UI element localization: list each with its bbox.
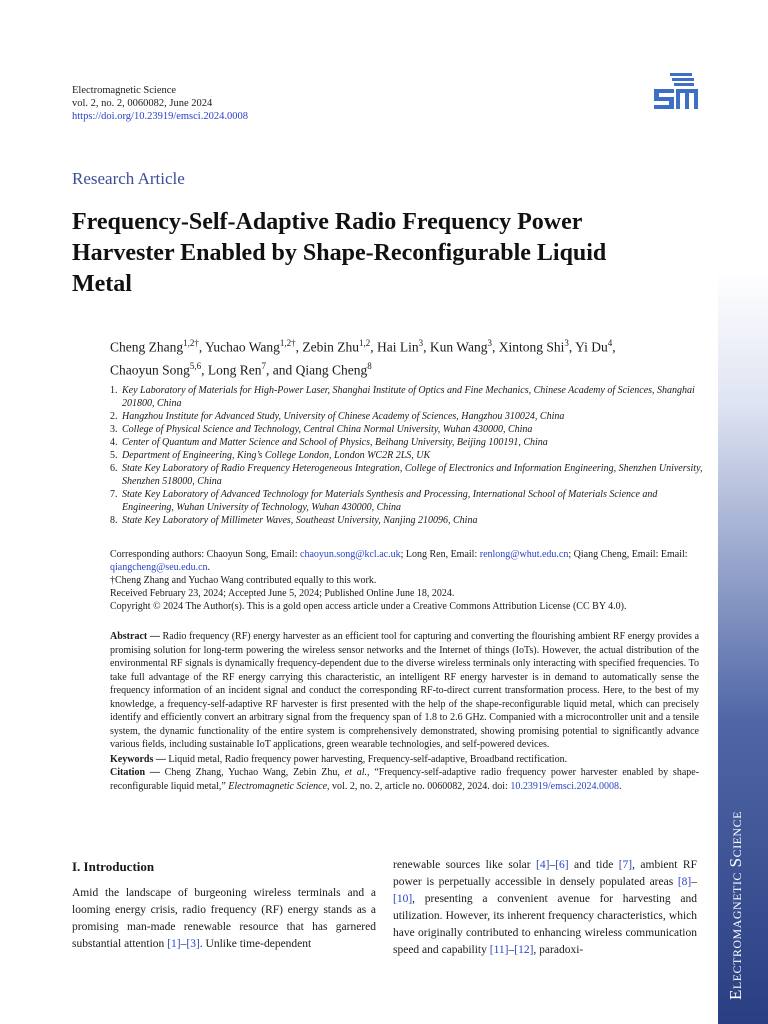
email-link[interactable]: renlong@whut.edu.cn <box>479 549 569 560</box>
journal-name: Electromagnetic Science <box>72 85 177 96</box>
equal-contribution-note: †Cheng Zhang and Yuchao Wang contributed equally to this work. <box>110 575 377 586</box>
paper-title: Frequency-Self-Adaptive Radio Frequency Power Harvester Enabled by Shape-Reconfigurable Liquid Metal <box>72 209 607 297</box>
author: Long Ren <box>207 362 262 377</box>
article-meta <box>110 548 708 613</box>
publication-dates: Received February 23, 2024; Accepted June 5, 2024; Published Online June 18, 2024. <box>110 588 455 599</box>
sidebar-journal-label: Electromagnetic Science <box>726 811 745 1000</box>
author: Xintong Shi <box>498 339 565 355</box>
copyright-notice: Copyright © 2024 The Author(s). This is a gold open access article under a Creative Commons Attribution License (CC BY 4.0). <box>110 601 627 612</box>
ref-link[interactable]: [6] <box>555 859 569 871</box>
corresponding-authors: Corresponding authors: Chaoyun Song, Email: chaoyun.song@kcl.ac.uk; Long Ren, Email: renlong@whut.edu.cn; Qiang Cheng, Email: Email: qiangcheng@seu.edu.cn. <box>110 549 688 573</box>
citation-doi-link[interactable]: 10.23919/emsci.2024.0008 <box>510 780 619 792</box>
affiliation-item: 5. Department of Engineering, King’s College London, London WC2R 2LS, UK <box>110 450 431 461</box>
intro-paragraph: Amid the landscape of burgeoning wireless terminals and a looming energy crisis, radio frequency (RF) energy stands as a promising man-made renewable resource that has garnered substantial attention [1]–[3]. Unlike time-dependent <box>72 887 376 950</box>
author: Cheng Zhang <box>110 339 184 355</box>
affiliation-item: 4. Center of Quantum and Matter Science and School of Physics, Beihang University, Beijing 100191, China <box>110 437 548 448</box>
abstract: Abstract — Radio frequency (RF) energy harvester as an efficient tool for capturing and converting the flourishing ambient RF energy provides a promising solution for long-term powering the wireless sensor networks and the Internet of things (IoTs). However, the actual distribution of the environmental RF signals is dynamically frequency-dependent due to the diverse wireless terminals only interacting with specified frequencies. To take full advantage of the RF energy carrying this characteristic, an intelligent RF energy harvester is in demand to automatically sense the frequency information of an incident signal and conduct the corresponding RF-to-direct current transformation process. Here, to the best of my knowledge, a frequency-self-adaptive RF harvester is first presented with the help of the shape-reconfigurable liquid metal, which can precisely identify and efficiently convert an arbitrary signal from the frequency span of 1.8 to 2.6 GHz. Companied with a microcontroller unit and a tensile system, the dynamic functionality of the entire system is comprehensively demonstrated, showing promising potential to significantly advance various fields, including sustainable IoT applications, green wearable technologies, and self-powered devices. <box>110 631 700 750</box>
author: Hai Lin <box>377 339 419 355</box>
journal-issue: vol. 2, no. 2, 0060082, June 2024 <box>72 98 213 109</box>
ref-link[interactable]: [1] <box>167 938 181 950</box>
affiliation-list <box>110 384 710 527</box>
affiliation-item: 6. State Key Laboratory of Radio Frequency Heterogeneous Integration, College of Electronics and Information Engineering, Shenzhen University, Shenzhen 518000, China <box>110 463 703 487</box>
ref-link[interactable]: [11] <box>489 944 509 956</box>
journal-logo-icon <box>654 73 698 119</box>
affiliation-item: 1. Key Laboratory of Materials for High-Power Laser, Shanghai Institute of Optics and Fine Mechanics, Chinese Academy of Sciences, Shanghai 201800, China <box>110 385 695 409</box>
section-heading: I. Introduction <box>72 859 155 874</box>
ref-link[interactable]: [10] <box>393 893 413 905</box>
doi-link[interactable]: https://doi.org/10.23919/emsci.2024.0008 <box>72 111 248 122</box>
email-link[interactable]: chaoyun.song@kcl.ac.uk <box>300 549 401 560</box>
ref-link[interactable]: [3] <box>186 938 200 950</box>
ref-link[interactable]: [8] <box>677 876 692 888</box>
author: Yuchao Wang <box>205 339 280 355</box>
ref-link[interactable]: [4] <box>536 859 550 871</box>
author: Kun Wang <box>429 339 488 355</box>
author: Zebin Zhu <box>302 339 360 355</box>
affiliation-item: 2. Hangzhou Institute for Advanced Study, University of Chinese Academy of Sciences, Hangzhou 310024, China <box>110 411 565 422</box>
intro-left-column <box>72 858 376 953</box>
affiliation-item: 3. College of Physical Science and Technology, Central China Normal University, Wuhan 430000, China <box>110 424 533 435</box>
author-list: Cheng Zhang$^{1,2\dagger}$, Yuchao Wang$^{1,2\dagger}$, Zebin Zhu$^{1,2}$, Hai Lin$^3$, Kun Wang$^3$, Xintong Shi$^3$, Yi Du$^4$, Chaoyun Song$^{5,6}$, Long Ren$^7$, and Qiang Cheng$^8$ <box>110 338 616 377</box>
author: Chaoyun Song <box>110 362 190 377</box>
author: Yi Du <box>575 339 608 355</box>
ref-link[interactable]: [12] <box>514 944 534 956</box>
abstract-block <box>110 630 699 793</box>
citation: Citation — Cheng Zhang, Yuchao Wang, Zebin Zhu, et al., “Frequency-self-adaptive radio frequency power harvester enabled by shape-reconfigurable liquid metal,” Electromagnetic Science, vol. 2, no. 2, article no. 0060082, 2024. doi: 10.23919/emsci.2024.0008. <box>110 767 700 792</box>
ref-link[interactable]: [7] <box>618 859 633 871</box>
author: Qiang Cheng <box>295 362 368 377</box>
article-type: Research Article <box>72 169 185 188</box>
email-link[interactable]: qiangcheng@seu.edu.cn <box>110 562 208 573</box>
affiliation-item: 8. State Key Laboratory of Millimeter Waves, Southeast University, Nanjing 210096, China <box>110 515 478 526</box>
keywords: Keywords — Liquid metal, Radio frequency power harvesting, Frequency-self-adaptive, Broadband rectification. <box>110 753 568 765</box>
affiliation-item: 7. State Key Laboratory of Advanced Technology for Materials Synthesis and Processing, International School of Materials Science and Engineering, Wuhan University of Technology, Wuhan 430000, China <box>110 489 658 513</box>
intro-right-column: renewable sources like solar [4]–[6] and tide [7], ambient RF power is perpetually accessible in densely populated areas [8]–[10], presenting a convenient avenue for harvesting and utilization. However, its inherent frequency characteristics, which have originally contributed to enhancing wireless communication speed and capability [11]–[12], paradoxi- <box>393 859 697 956</box>
